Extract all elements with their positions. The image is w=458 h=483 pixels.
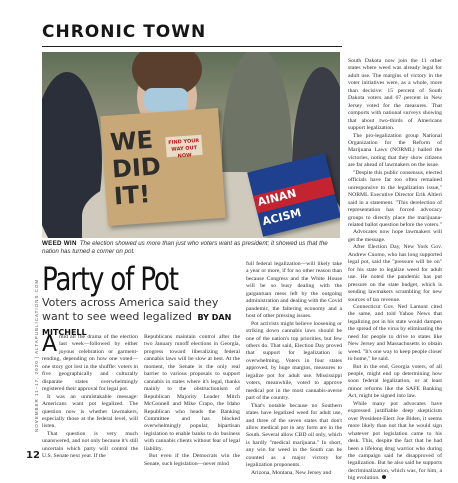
paragraph: It was an unmistakable message: Americans want pot legalized. The question now is whether lawmakers, especially those at the federal level, will listen. [42, 393, 138, 430]
body-column-3 [246, 261, 342, 477]
end-mark [382, 475, 386, 479]
paragraph: South Dakota now join the 11 other states where weed was already legal for adult use. The margins of victory in the voter initiatives were, as a whole, more than decisive: 15 percent of South Dakota voters and 67 percent in New Jersey voted for the measures. That comports with national surveys showing that about two-thirds of Americans support legalization. [348, 58, 442, 132]
paragraph: That question is very much unanswered, and not only because it's still uncertain which party will control the U.S. Senate next year. If the [42, 430, 138, 460]
paragraph [348, 401, 442, 483]
paragraph: mid all the drama of the election last week—followed by either joyous celebration or garment-rending, depending on how one voted—one story got lost in the shuffle: voters in five geographically and culturally disparate states overwhelmingly registered their approval for legal pot. [42, 334, 138, 393]
paragraph: full federal legalization—will likely take a year or more, if for no other reason than because Congress and the White House will be so busy dealing with the gargantuan mess left by the outgoing administration and dealing with the Covid pandemic, the faltering economy and a host of other pressing issues. [246, 261, 342, 320]
caption-label: WEED WIN [42, 240, 77, 247]
paragraph: Republicans maintain control after the two January runoff elections in Georgia, progress toward liberalizing federal cannabis laws will be slow at best. At the moment, the Senate is the only real barrier to various proposals to support cannabis in states where it's legal, thanks mainly to the obstructionism of Republican Majority Leader Mitch McConnell and Mike Crapo, the Idaho Republican who heads the Banking Committee and has blocked overwhelmingly popular, bipartisan legislation to enable banks to do business with cannabis clients without fear of legal liability. [144, 334, 240, 452]
drop-cap: A [42, 332, 58, 357]
crowd-shape [144, 88, 188, 112]
paragraph: Connecticut Gov. Ned Lamont cited the same, and told Yahoo News that legalizing pot in his state would dampen the spread of the virus by eliminating the need for people to drive to states like New Jersey and Massachusetts to obtain weed. "It's one way to keep people closer to home," he said. [348, 303, 442, 363]
paragraph: "Despite this public consensus, elected officials have far too often remained unresponsive to the legalization issue," NORML Executive Director Erik Altieri said in a statement. "This derelection of representation has forced advocacy groups to directly place the marijuana-related ballot question before the voters." [348, 169, 442, 228]
deck-text: Voters across America said they want to see weed legalized [42, 296, 219, 323]
folio-date-url: NOVEMBER 11–17, 2020 | ALTAPUBLICATIONS.COM [34, 278, 39, 432]
paragraph: The pro-legalization group National Organization for the Reform of Marijuana Laws (NORML) hailed the victories, noting that they show citizens are far ahead of lawmakers on the issue. [348, 132, 442, 169]
paragraph: Pot activists might believe loosening or striking down cannabis laws should be one of the nation's top priorities, but few others do. That said, Election Day proved that support for legalization is overwhelming. Voters in four states approved, by huge margins, measures to legalize pot for adult use. Mississippi voters, meanwhile, voted to approve medical pot in the most cannabis-averse part of the country. [246, 320, 342, 402]
paragraph: But even if the Democrats win the Senate, such legislation—never mind [144, 453, 240, 467]
byline: BY DAN MITCHELL [42, 313, 232, 337]
section-title: CHRONIC TOWN [42, 22, 207, 42]
photo-caption [42, 240, 342, 256]
paragraph: Advocates now hope lawmakers will get the message. [348, 229, 442, 243]
we-did-it-sign [100, 108, 225, 226]
lead-photo [42, 52, 340, 238]
headline: Party of Pot [42, 260, 178, 298]
paragraph: That's notable because no Southern states have legalized weed for adult use, and three of the seven states that don't allow medical pot in any form are in the South. Several allow CBD oil only, which is hardly "medical marijuana." In short, any win for weed in the South can be counted as a major victory for legalization proponents. [246, 402, 342, 469]
page-number: 12 [26, 450, 40, 461]
paragraph: Arizona, Montana, New Jersey and [251, 469, 332, 476]
poster-lettering: AINAN ACISM [256, 186, 303, 229]
caption-text: The election showed us more than just who voters want as president; it showed us that the nation has turned a corner on pot. [42, 240, 328, 255]
body-column-1 [42, 334, 138, 461]
paragraph: After Election Day, New York Gov. Andrew Cuomo, who has long supported legal pot, said the "pressure will be on" for his state to legalize weed for adult use. He noted the pandemic has put pressure on the state budget, which is sending lawmakers scrambling for new sources of tax revenue. [348, 244, 442, 303]
section-rule [42, 46, 342, 47]
paragraph-text: While many pot advocates have expressed justifiable deep skepticism over President-Elect Joe Biden, it seems more likely than not that he would sign whatever pot legislation came to his desk. This, despite the fact that he had been a lifelong drug warrior who during the campaign said he disapproved of legalization. But he also said he supports decriminalization, which was, for him, a big evolution. [348, 400, 442, 482]
sign-lettering: WE DID IT! [109, 125, 162, 211]
sign-sticker: FIND YOUR WAY OUT NOW [165, 135, 202, 157]
body-column-2 [144, 334, 240, 468]
body-column-4 [348, 58, 442, 483]
paragraph: But in the end, Georgia voters, of all people, might end up determining how soon federal legalization, or at least minor reforms like the SAFE Banking Act, might be signed into law. [348, 363, 442, 400]
